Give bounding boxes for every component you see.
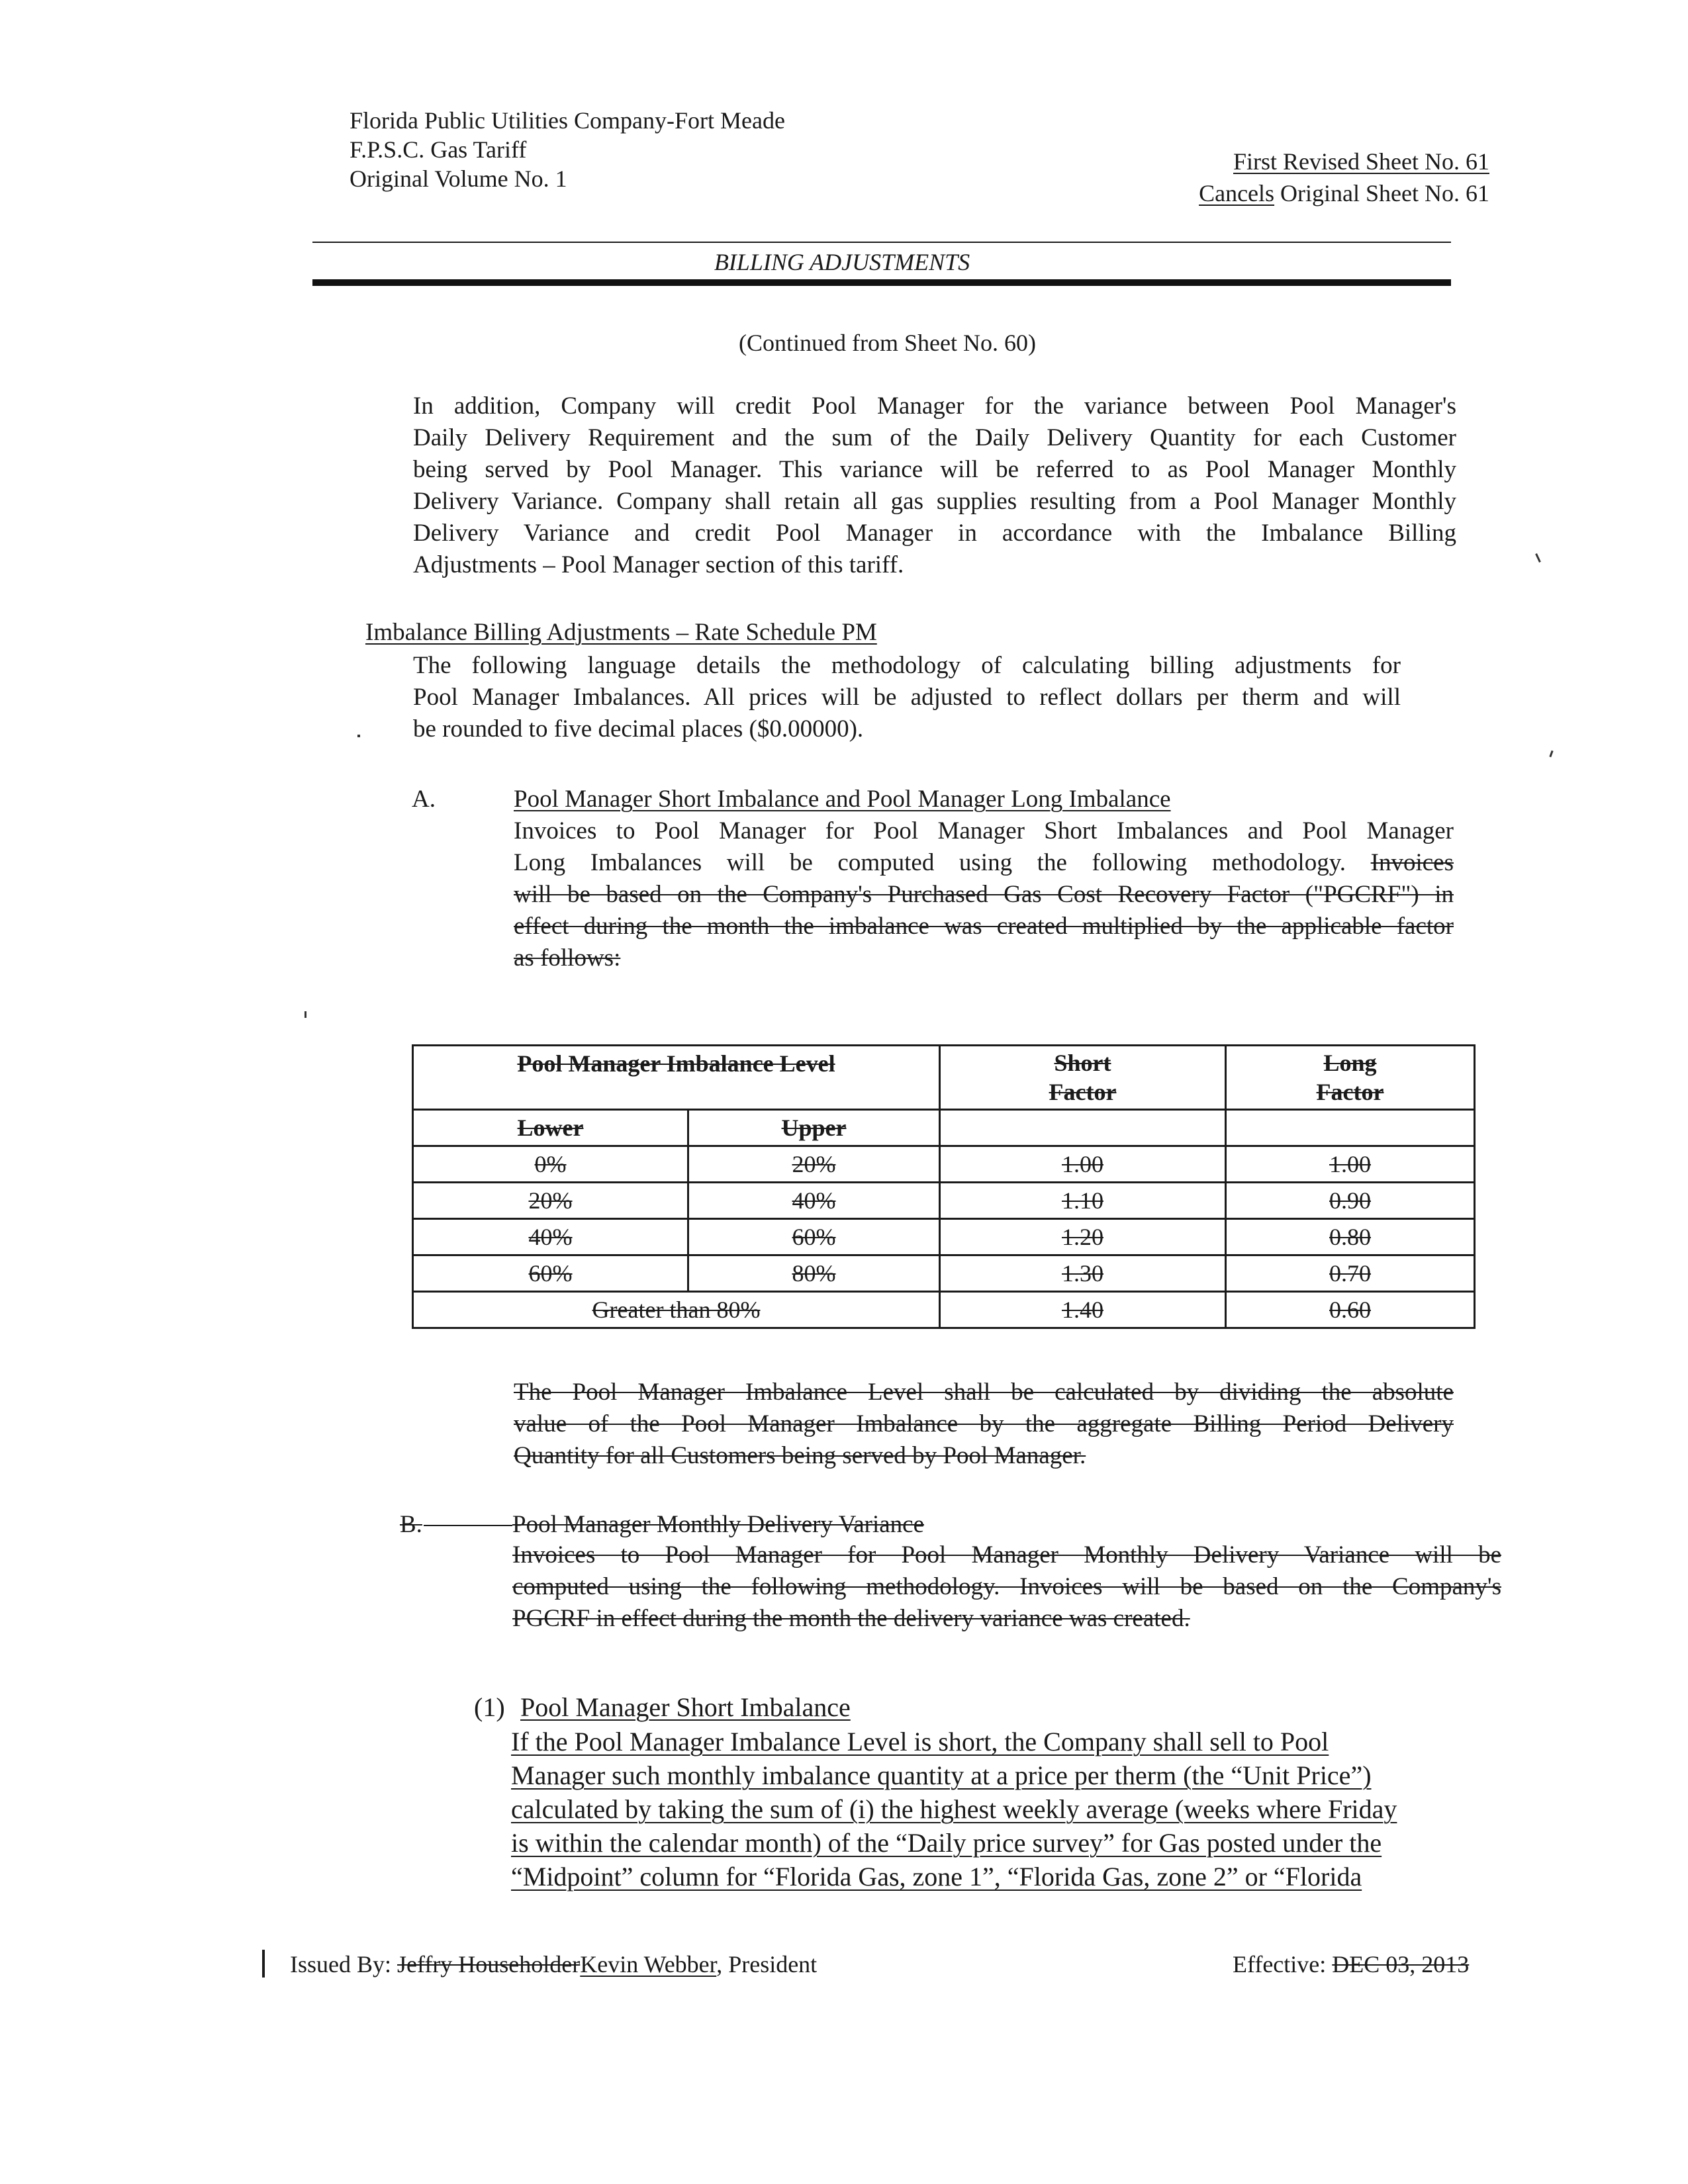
section-a-line-2 [514, 847, 1454, 879]
title-top-rule [312, 242, 1451, 243]
cell-greater-than: Greater than 80% [413, 1292, 940, 1328]
table-row [413, 1255, 1475, 1292]
header-lower: Lower [413, 1110, 688, 1146]
section-a-heading: Pool Manager Short Imbalance and Pool Manager Long Imbalance [514, 786, 1171, 813]
new-line: If the Pool Manager Imbalance Level is short, the Company shall sell to Pool [511, 1727, 1329, 1756]
table-row [413, 1219, 1475, 1255]
new-line: is within the calendar month) of the “Daily price survey” for Gas posted under the [511, 1828, 1382, 1858]
company-name: Florida Public Utilities Company-Fort Meade [350, 107, 785, 134]
imbalance-heading: Imbalance Billing Adjustments – Rate Schedule PM [365, 619, 877, 646]
cell-short: 1.40 [940, 1292, 1226, 1328]
issued-label: Issued By: [290, 1951, 391, 1978]
section-1-body [511, 1725, 1397, 1893]
header-upper: Upper [688, 1110, 940, 1146]
cell-lower: 20% [413, 1183, 688, 1219]
new-issuer-name: Kevin Webber [580, 1951, 717, 1978]
issuer-title: , President [716, 1951, 818, 1978]
section-a-label: A. [412, 786, 436, 813]
cell-upper: 40% [688, 1183, 940, 1219]
imbalance-line: The following language details the methodology of calculating billing adjustments for [413, 652, 1401, 679]
cell-upper: 20% [688, 1146, 940, 1183]
cell-upper: 80% [688, 1255, 940, 1292]
effective-date: DEC 03, 2013 [1332, 1951, 1470, 1978]
cancels-rest: Original Sheet No. 61 [1274, 180, 1489, 206]
table-row [413, 1183, 1475, 1219]
struck-line: PGCRF in effect during the month the delivery variance was created. [512, 1605, 1190, 1632]
section-a-struck-word: Invoices [1370, 849, 1454, 876]
section-b-body [512, 1539, 1501, 1635]
cell-long: 0.90 [1226, 1183, 1475, 1219]
empty-cell [1226, 1110, 1475, 1146]
section-a-struck-text [514, 879, 1454, 974]
volume-label: Original Volume No. 1 [350, 165, 567, 192]
cell-short: 1.20 [940, 1219, 1226, 1255]
section-b-heading: Pool Manager Monthly Delivery Variance [512, 1511, 924, 1538]
intro-line: Adjustments – Pool Manager section of this tariff. [413, 551, 904, 578]
continued-note: (Continued from Sheet No. 60) [739, 330, 1036, 356]
cell-long: 0.60 [1226, 1292, 1475, 1328]
cell-lower: 60% [413, 1255, 688, 1292]
scan-speck [305, 1011, 306, 1018]
imbalance-factor-table [412, 1044, 1476, 1329]
struck-line: Invoices to Pool Manager for Pool Manager Monthly Delivery Variance will be [512, 1541, 1501, 1569]
effective-label: Effective: [1233, 1951, 1327, 1978]
cell-long: 1.00 [1226, 1146, 1475, 1183]
scan-speck [1549, 751, 1553, 757]
header-short-factor: Short Factor [940, 1046, 1226, 1110]
struck-line: value of the Pool Manager Imbalance by the aggregate Billing Period Delivery [514, 1410, 1454, 1437]
section-title: BILLING ADJUSTMENTS [714, 249, 970, 275]
scan-speck [1535, 553, 1541, 563]
section-1-heading: Pool Manager Short Imbalance [520, 1692, 851, 1722]
cell-short: 1.00 [940, 1146, 1226, 1183]
header-imbalance-level: Pool Manager Imbalance Level [413, 1046, 940, 1110]
intro-line: In addition, Company will credit Pool Manager for the variance between Pool Manager's [413, 392, 1456, 420]
table-row [413, 1146, 1475, 1183]
new-line: “Midpoint” column for “Florida Gas, zone 1”, “Florida Gas, zone 2” or “Florida [511, 1862, 1362, 1891]
section-a-kept: Long Imbalances will be computed using the following methodology. [514, 849, 1346, 876]
old-issuer-name: Jeffry Householder [397, 1951, 581, 1978]
imbalance-line: Pool Manager Imbalances. All prices will be adjusted to reflect dollars per therm and will [413, 684, 1401, 711]
intro-line: Delivery Variance and credit Pool Manager in accordance with the Imbalance Billing [413, 520, 1456, 547]
empty-cell [940, 1110, 1226, 1146]
cancels-line [1149, 179, 1489, 208]
header-long-factor: Long Factor [1226, 1046, 1475, 1110]
struck-line: effect during the month the imbalance was created multiplied by the applicable factor [514, 913, 1454, 940]
struck-line: computed using the following methodology. Invoices will be based on the Company's [512, 1573, 1501, 1600]
new-line: Manager such monthly imbalance quantity at a price per therm (the “Unit Price”) [511, 1760, 1372, 1790]
struck-line: Quantity for all Customers being served by Pool Manager. [514, 1442, 1086, 1469]
cell-short: 1.10 [940, 1183, 1226, 1219]
table-header-row [413, 1046, 1475, 1110]
section-b-label: B. [400, 1511, 422, 1538]
issued-by-line [290, 1950, 817, 1979]
section-a-body [514, 815, 1454, 879]
new-line: calculated by taking the sum of (i) the highest weekly average (weeks where Friday [511, 1794, 1397, 1824]
cell-upper: 60% [688, 1219, 940, 1255]
sheet-number: First Revised Sheet No. 61 [1233, 148, 1489, 175]
imbalance-paragraph [413, 650, 1401, 745]
table-row [413, 1292, 1475, 1328]
cancels-word: Cancels [1199, 180, 1275, 206]
cell-lower: 40% [413, 1219, 688, 1255]
revision-bar [262, 1950, 265, 1978]
title-bottom-rule [312, 279, 1451, 286]
cell-lower: 0% [413, 1146, 688, 1183]
struck-line: as follows: [514, 944, 621, 972]
effective-line [1233, 1950, 1469, 1979]
struck-line: The Pool Manager Imbalance Level shall be calculated by dividing the absolute [514, 1379, 1454, 1406]
tariff-name: F.P.S.C. Gas Tariff [350, 136, 527, 163]
intro-line: being served by Pool Manager. This variance will be referred to as Pool Manager Monthly [413, 456, 1456, 483]
intro-paragraph [413, 390, 1456, 581]
section-a-line: Invoices to Pool Manager for Pool Manager Short Imbalances and Pool Manager [514, 817, 1454, 844]
level-paragraph [514, 1377, 1454, 1472]
imbalance-line: be rounded to five decimal places ($0.00000). [413, 715, 864, 743]
section-1-label: (1) [474, 1692, 505, 1722]
intro-line: Delivery Variance. Company shall retain all gas supplies resulting from a Pool Manager Monthly [413, 488, 1456, 515]
section-b-strike-gap [424, 1525, 512, 1526]
cell-long: 0.70 [1226, 1255, 1475, 1292]
struck-line: will be based on the Company's Purchased Gas Cost Recovery Factor ("PGCRF") in [514, 881, 1454, 908]
scan-speck [357, 735, 360, 737]
table-subheader-row [413, 1110, 1475, 1146]
cell-short: 1.30 [940, 1255, 1226, 1292]
intro-line: Daily Delivery Requirement and the sum of the Daily Delivery Quantity for each Customer [413, 424, 1456, 451]
cell-long: 0.80 [1226, 1219, 1475, 1255]
